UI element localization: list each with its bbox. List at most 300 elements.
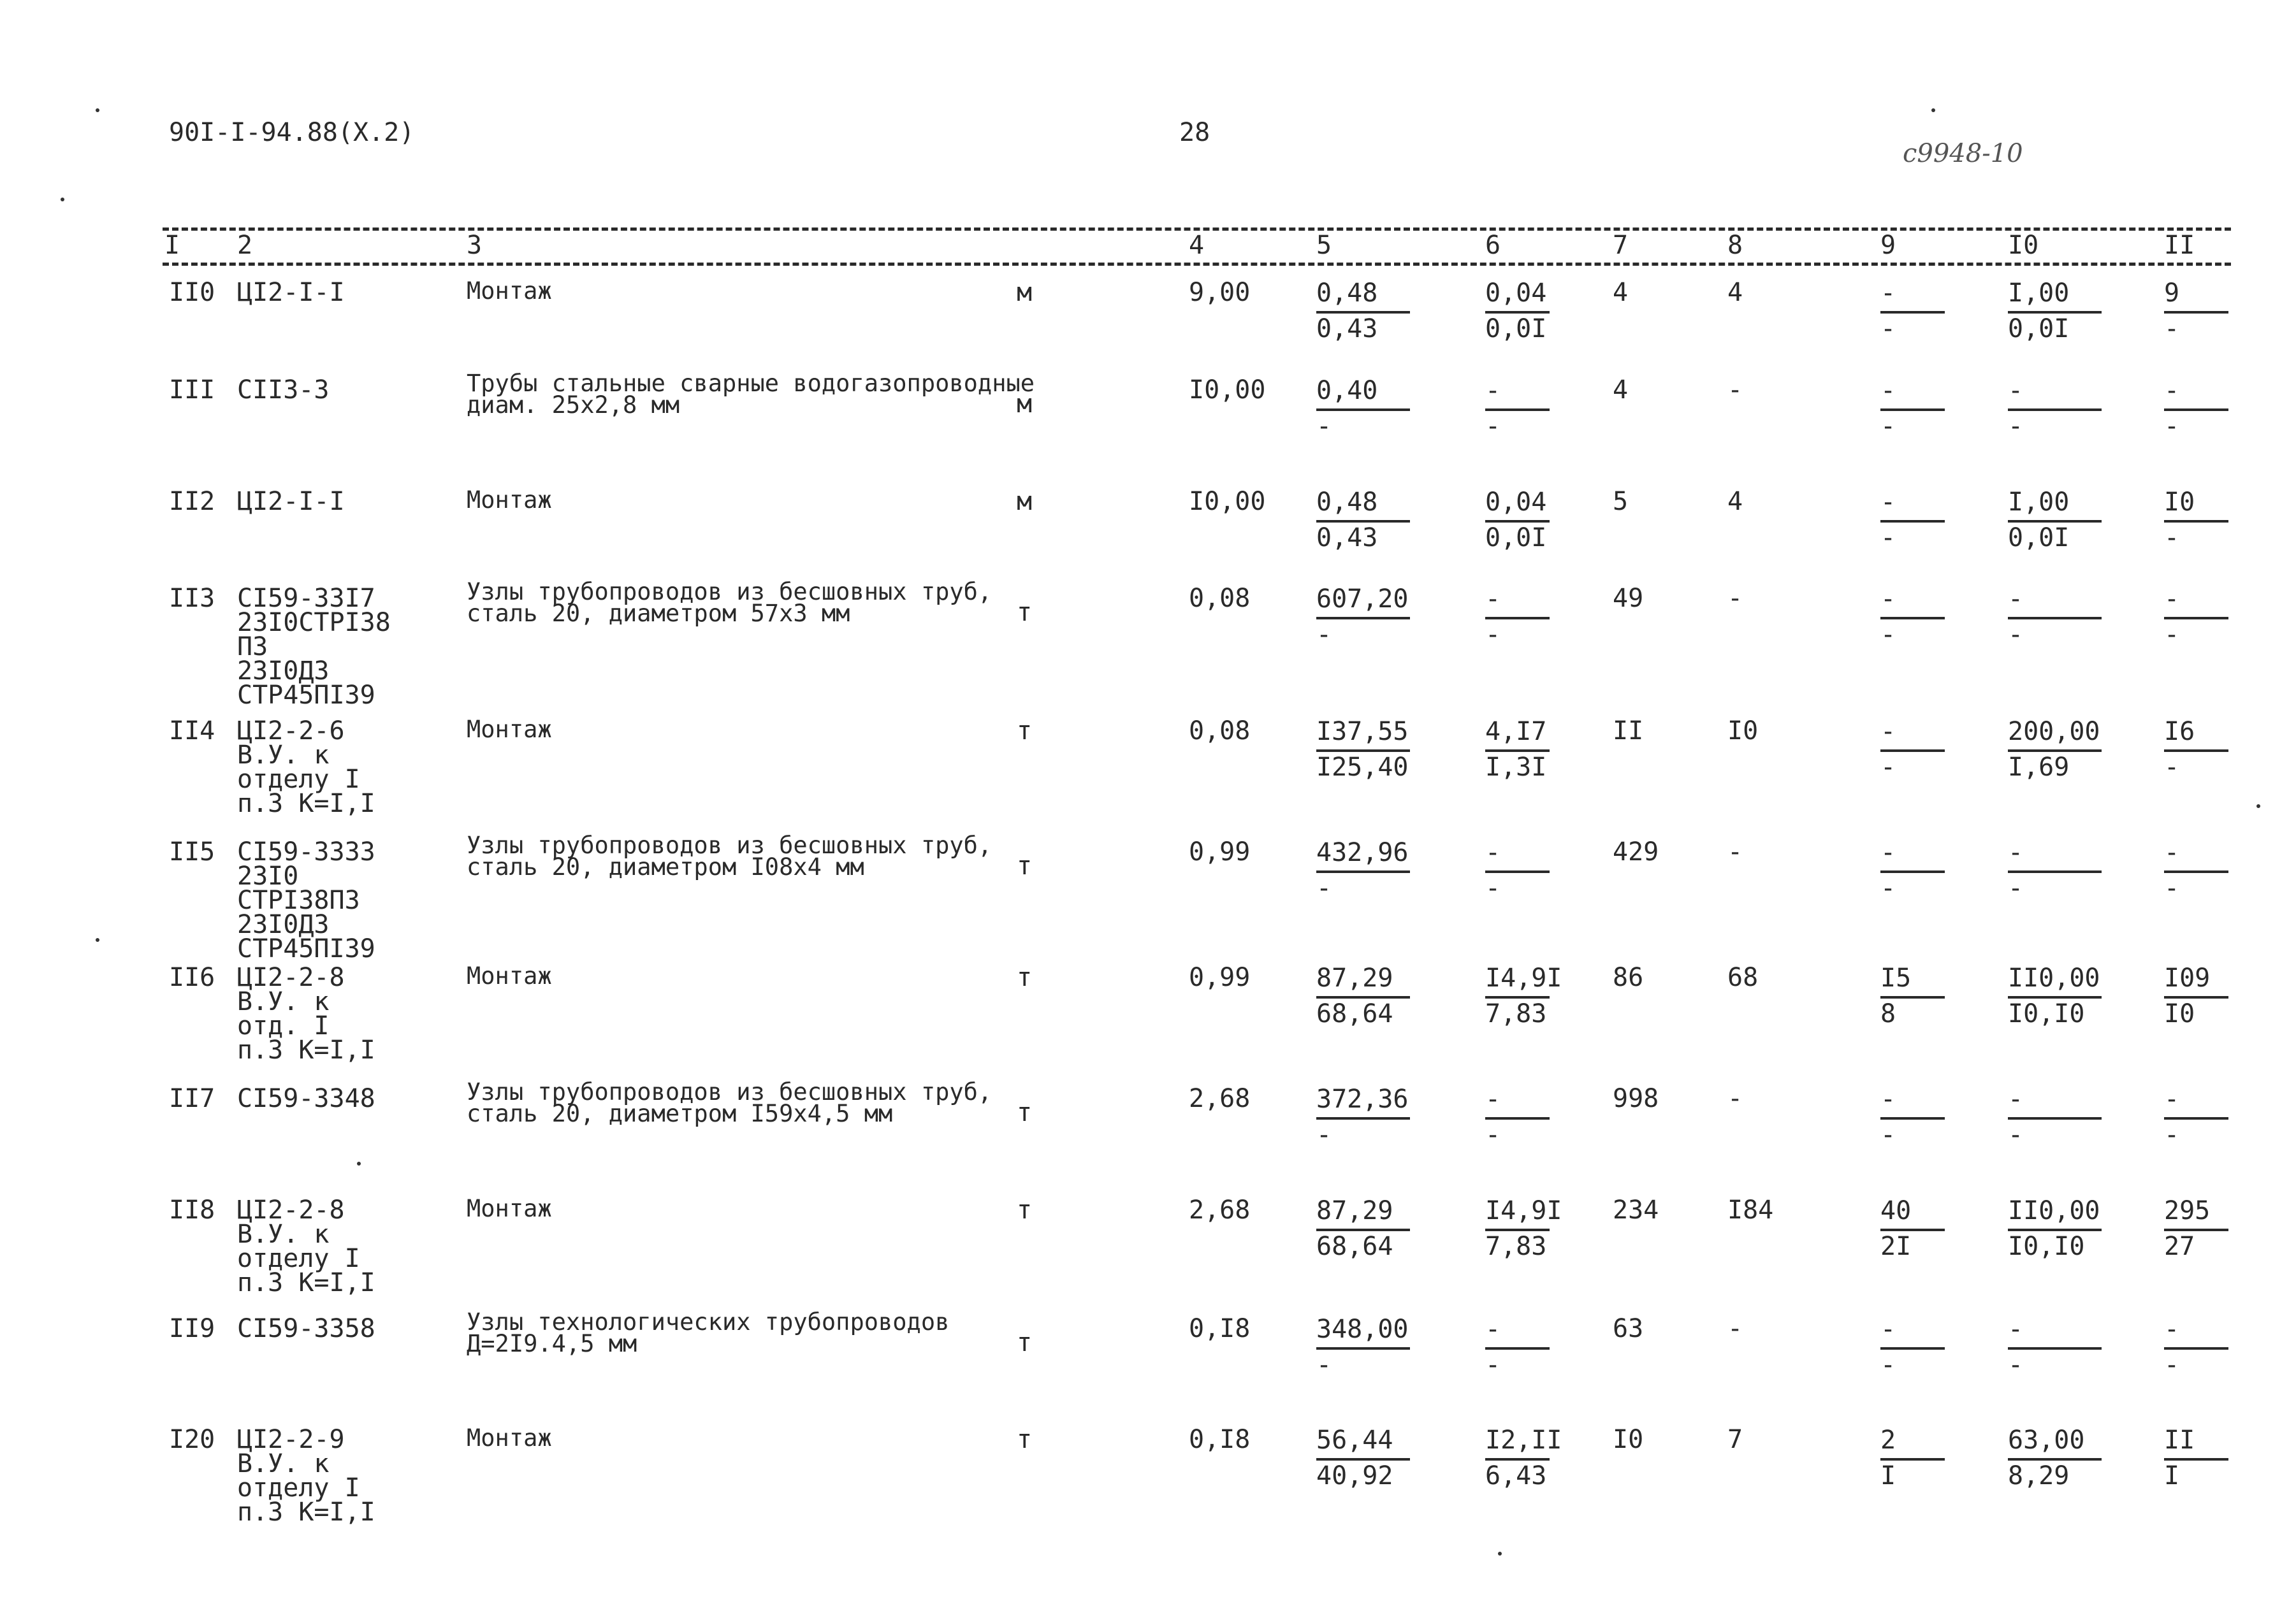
document-code: 90I-I-94.88(X.2) (169, 118, 415, 147)
row-description: Узлы трубопроводов из бесшовных труб, сталь 20, диаметром I08х4 мм (467, 832, 992, 881)
cell-col9-denominator: 8 (1880, 999, 1896, 1029)
column-header: II (2164, 231, 2195, 260)
cell-col5 (1316, 280, 1418, 343)
row-description: Монтаж (467, 716, 552, 743)
cell-col10 (2008, 965, 2110, 1028)
row-code: СII3-3 (237, 375, 330, 405)
cell-col8: 68 (1727, 963, 1759, 992)
cell-col10 (2008, 378, 2110, 440)
cell-col9-denominator: - (1880, 620, 1896, 649)
cell-col10-denominator: - (2008, 1350, 2024, 1380)
cell-col10 (2008, 586, 2110, 649)
cell-col6-fraction-bar (1485, 749, 1550, 752)
cell-col11-numerator: - (2164, 1315, 2180, 1344)
scan-speck (61, 198, 64, 201)
cell-col6-numerator: - (1485, 376, 1501, 405)
cell-col6 (1485, 586, 1555, 649)
cell-col6-fraction-bar (1485, 408, 1550, 411)
cell-col5-fraction-bar (1316, 1347, 1410, 1350)
row-number: II8 (169, 1195, 215, 1225)
cell-col9-fraction-bar (1880, 1347, 1945, 1350)
row-description: Узлы трубопроводов из бесшовных труб, сталь 20, диаметром 57х3 мм (467, 578, 992, 627)
cell-col5-fraction-bar (1316, 996, 1410, 999)
cell-col9 (1880, 1087, 1951, 1149)
cell-col5-denominator: - (1316, 620, 1332, 649)
column-header: 9 (1880, 231, 1896, 260)
cell-col5-numerator: 372,36 (1316, 1085, 1409, 1114)
cell-col11 (2164, 840, 2234, 902)
cell-col10-fraction-bar (2008, 408, 2102, 411)
cell-col8: I84 (1727, 1195, 1774, 1225)
column-header: I0 (2008, 231, 2039, 260)
cell-col10-denominator: 0,0I (2008, 314, 2070, 343)
cell-col6 (1485, 840, 1555, 902)
cell-col10-fraction-bar (2008, 311, 2102, 314)
column-header: 6 (1485, 231, 1501, 260)
cell-col6-numerator: - (1485, 1085, 1501, 1114)
row-quantity: I0,00 (1189, 487, 1266, 516)
row-description: Узлы трубопроводов из бесшовных труб, сталь 20, диаметром I59х4,5 мм (467, 1078, 992, 1127)
column-header: 3 (467, 231, 483, 260)
cell-col10-fraction-bar (2008, 520, 2102, 523)
cell-col10 (2008, 489, 2110, 552)
cell-col11-fraction-bar (2164, 1458, 2228, 1461)
cell-col9-fraction-bar (1880, 749, 1945, 752)
row-unit: т (1017, 716, 1033, 746)
row-description: Монтаж (467, 277, 552, 305)
cell-col10-numerator: II0,00 (2008, 1196, 2100, 1225)
cell-col11-fraction-bar (2164, 520, 2228, 523)
cell-col10-denominator: I,69 (2008, 753, 2070, 782)
cell-col8: - (1727, 375, 1743, 405)
cell-col9-numerator: I5 (1880, 964, 1912, 993)
cell-col9-numerator: - (1880, 584, 1896, 614)
cell-col10-denominator: - (2008, 874, 2024, 903)
cell-col5-numerator: 0,40 (1316, 376, 1378, 405)
cell-col11-denominator: - (2164, 753, 2180, 782)
row-unit: м (1017, 487, 1033, 516)
cell-col11 (2164, 1198, 2234, 1260)
cell-col11 (2164, 489, 2234, 552)
cell-col5-numerator: 0,48 (1316, 278, 1378, 308)
cell-col9 (1880, 965, 1951, 1028)
cell-col10-denominator: I0,I0 (2008, 999, 2085, 1029)
cell-col6-fraction-bar (1485, 1458, 1550, 1461)
cell-col5-denominator: 68,64 (1316, 999, 1393, 1029)
cell-col6-numerator: 4,I7 (1485, 717, 1547, 746)
row-description: Монтаж (467, 1195, 552, 1222)
cell-col8: 4 (1727, 487, 1743, 516)
cell-col7: 234 (1613, 1195, 1659, 1225)
cell-col5-denominator: 0,43 (1316, 314, 1378, 343)
cell-col9 (1880, 1317, 1951, 1379)
column-header: 4 (1189, 231, 1205, 260)
column-header: I (164, 231, 180, 260)
cell-col10 (2008, 1427, 2110, 1490)
row-quantity: 2,68 (1189, 1084, 1251, 1113)
column-header: 2 (237, 231, 253, 260)
cell-col9 (1880, 719, 1951, 781)
cell-col9 (1880, 840, 1951, 902)
cell-col11-numerator: I09 (2164, 964, 2211, 993)
cell-col5-fraction-bar (1316, 408, 1410, 411)
cell-col11 (2164, 1317, 2234, 1379)
row-quantity: 0,99 (1189, 837, 1251, 867)
cell-col6 (1485, 964, 1562, 1029)
row-number: II2 (169, 487, 215, 516)
cell-col6-denominator: - (1485, 1350, 1501, 1380)
cell-col7: 4 (1613, 278, 1629, 307)
row-code: СI59-3333 23I0 СТРI38П3 23I0ДЗ СТР45ПI39 (237, 837, 375, 964)
cell-col6 (1485, 1426, 1562, 1491)
cell-col9-numerator: - (1880, 376, 1896, 405)
cell-col11-fraction-bar (2164, 996, 2228, 999)
row-code: СI59-3358 (237, 1314, 375, 1343)
cell-col10-denominator: - (2008, 620, 2024, 649)
cell-col6-fraction-bar (1485, 520, 1550, 523)
cell-col5-denominator: - (1316, 1120, 1332, 1150)
cell-col11-denominator: I (2164, 1461, 2180, 1491)
row-description: Трубы стальные сварные водогазопроводные диам. 25х2,8 мм (467, 370, 1035, 419)
cell-col10-fraction-bar (2008, 1229, 2102, 1231)
row-quantity: 0,08 (1189, 584, 1251, 613)
cell-col6-fraction-bar (1485, 870, 1550, 873)
cell-col6-fraction-bar (1485, 1347, 1550, 1350)
cell-col5 (1316, 1198, 1418, 1260)
cell-col7: 49 (1613, 584, 1644, 613)
cell-col9-denominator: - (1880, 874, 1896, 903)
cell-col5-fraction-bar (1316, 1458, 1410, 1461)
column-header: 8 (1727, 231, 1743, 260)
cell-col6-numerator: - (1485, 838, 1501, 867)
cell-col9-numerator: - (1880, 1085, 1896, 1114)
cell-col5-denominator: - (1316, 412, 1332, 441)
cell-col6-fraction-bar (1485, 311, 1550, 314)
row-code: ЦI2-2-8 В.У. к отделу I п.3 К=I,I (237, 1195, 375, 1297)
cell-col10 (2008, 719, 2110, 781)
row-number: II6 (169, 963, 215, 992)
cell-col10-denominator: - (2008, 1120, 2024, 1150)
page-number: 28 (1179, 118, 1210, 147)
row-code: ЦI2-2-9 В.У. к отделу I п.3 К=I,I (237, 1425, 375, 1527)
cell-col9-numerator: 40 (1880, 1196, 1912, 1225)
cell-col6-numerator: 0,04 (1485, 278, 1547, 308)
cell-col11 (2164, 1087, 2234, 1149)
cell-col9 (1880, 280, 1951, 343)
cell-col7: 86 (1613, 963, 1644, 992)
cell-col11 (2164, 719, 2234, 781)
cell-col7: 5 (1613, 487, 1629, 516)
cell-col11-fraction-bar (2164, 617, 2228, 619)
cell-col5 (1316, 1087, 1418, 1149)
cell-col7: II (1613, 716, 1644, 746)
cell-col11-numerator: - (2164, 838, 2180, 867)
cell-col5-denominator: - (1316, 874, 1332, 903)
cell-col11-denominator: - (2164, 412, 2180, 441)
cell-col9-denominator: - (1880, 523, 1896, 553)
cell-col11 (2164, 378, 2234, 440)
cell-col8: - (1727, 837, 1743, 867)
cell-col9-fraction-bar (1880, 1458, 1945, 1461)
cell-col10-fraction-bar (2008, 870, 2102, 873)
cell-col10-numerator: - (2008, 1315, 2024, 1344)
cell-col6-denominator: - (1485, 1120, 1501, 1150)
row-quantity: 0,99 (1189, 963, 1251, 992)
cell-col5 (1316, 489, 1418, 552)
cell-col7: 63 (1613, 1314, 1644, 1343)
cell-col9-denominator: I (1880, 1461, 1896, 1491)
scan-speck (357, 1162, 361, 1166)
cell-col11-numerator: 295 (2164, 1196, 2211, 1225)
cell-col9-denominator: - (1880, 412, 1896, 441)
cell-col10-denominator: 8,29 (2008, 1461, 2070, 1491)
row-unit: т (1017, 851, 1033, 881)
cell-col5-denominator: I25,40 (1316, 753, 1409, 782)
cell-col5-fraction-bar (1316, 1117, 1410, 1120)
cell-col11-denominator: - (2164, 1350, 2180, 1380)
cell-col9-fraction-bar (1880, 617, 1945, 619)
row-code: ЦI2-2-8 В.У. к отд. I п.3 К=I,I (237, 963, 375, 1065)
cell-col9-numerator: - (1880, 1315, 1896, 1344)
cell-col6 (1485, 489, 1555, 552)
cell-col10-numerator: - (2008, 838, 2024, 867)
cell-col10-fraction-bar (2008, 617, 2102, 619)
cell-col5-fraction-bar (1316, 870, 1410, 873)
row-unit: м (1017, 278, 1033, 307)
row-description: Монтаж (467, 1424, 552, 1452)
cell-col10-numerator: 63,00 (2008, 1426, 2085, 1455)
cell-col5-denominator: 40,92 (1316, 1461, 1393, 1491)
cell-col10-numerator: 200,00 (2008, 717, 2100, 746)
cell-col6-numerator: I4,9I (1485, 964, 1562, 993)
row-unit: м (1017, 389, 1033, 419)
row-number: I20 (169, 1425, 215, 1454)
cell-col11-fraction-bar (2164, 1229, 2228, 1231)
cell-col6-denominator: I,3I (1485, 753, 1547, 782)
scan-speck (96, 108, 99, 112)
cell-col9-fraction-bar (1880, 408, 1945, 411)
cell-col5 (1316, 378, 1418, 440)
cell-col9-fraction-bar (1880, 1117, 1945, 1120)
cell-col5-fraction-bar (1316, 520, 1410, 523)
cell-col6-numerator: 0,04 (1485, 488, 1547, 517)
cell-col9 (1880, 586, 1951, 649)
cell-col9-denominator: - (1880, 1350, 1896, 1380)
row-quantity: 2,68 (1189, 1195, 1251, 1225)
cell-col11-denominator: - (2164, 1120, 2180, 1150)
cell-col10-numerator: - (2008, 584, 2024, 614)
cell-col11-denominator: - (2164, 523, 2180, 553)
row-quantity: 0,08 (1189, 716, 1251, 746)
cell-col9-denominator: - (1880, 753, 1896, 782)
cell-col6 (1485, 378, 1555, 440)
cell-col10 (2008, 1198, 2110, 1260)
cell-col10-numerator: I,00 (2008, 488, 2070, 517)
cell-col6-denominator: - (1485, 620, 1501, 649)
cell-col11 (2164, 586, 2234, 649)
cell-col5-numerator: 348,00 (1316, 1315, 1409, 1344)
row-number: II3 (169, 584, 215, 613)
cell-col9-fraction-bar (1880, 1229, 1945, 1231)
row-number: II9 (169, 1314, 215, 1343)
cell-col10-fraction-bar (2008, 749, 2102, 752)
cell-col6-denominator: - (1485, 874, 1501, 903)
cell-col11-fraction-bar (2164, 408, 2228, 411)
cell-col11-numerator: 9 (2164, 278, 2180, 308)
cell-col11-fraction-bar (2164, 870, 2228, 873)
cell-col9-numerator: - (1880, 278, 1896, 308)
cell-col9-fraction-bar (1880, 870, 1945, 873)
cell-col9 (1880, 378, 1951, 440)
cell-col6-denominator: 6,43 (1485, 1461, 1547, 1491)
cell-col6 (1485, 1317, 1555, 1379)
cell-col7: 998 (1613, 1084, 1659, 1113)
cell-col10 (2008, 840, 2110, 902)
cell-col5-numerator: 56,44 (1316, 1426, 1393, 1455)
cell-col9-denominator: - (1880, 1120, 1896, 1150)
cell-col6 (1485, 719, 1555, 781)
cell-col9-fraction-bar (1880, 520, 1945, 523)
scan-speck (1498, 1552, 1502, 1556)
cell-col6-numerator: I2,II (1485, 1426, 1562, 1455)
row-description: Монтаж (467, 486, 552, 514)
cell-col11-numerator: - (2164, 376, 2180, 405)
cell-col5 (1316, 1427, 1418, 1490)
cell-col8: I0 (1727, 716, 1759, 746)
cell-col10 (2008, 280, 2110, 343)
cell-col11 (2164, 965, 2234, 1028)
cell-col10-denominator: - (2008, 412, 2024, 441)
cell-col11-fraction-bar (2164, 311, 2228, 314)
row-code: ЦI2-I-I (237, 487, 345, 516)
row-unit: т (1017, 1425, 1033, 1454)
cell-col9-numerator: - (1880, 488, 1896, 517)
cell-col11-denominator: 27 (2164, 1232, 2195, 1261)
header-bottom-rule (163, 263, 2231, 266)
cell-col5-numerator: 0,48 (1316, 488, 1378, 517)
handwritten-note: с9948-10 (1903, 139, 2023, 168)
row-number: III (169, 375, 215, 405)
cell-col5 (1316, 965, 1418, 1028)
cell-col5-denominator: - (1316, 1350, 1332, 1380)
cell-col5-numerator: 87,29 (1316, 964, 1393, 993)
row-code: ЦI2-I-I (237, 278, 345, 307)
cell-col8: 7 (1727, 1425, 1743, 1454)
cell-col5 (1316, 1317, 1418, 1379)
cell-col5-fraction-bar (1316, 1229, 1410, 1231)
cell-col8: 4 (1727, 278, 1743, 307)
cell-col10 (2008, 1087, 2110, 1149)
cell-col5-numerator: 607,20 (1316, 584, 1409, 614)
cell-col11-denominator: - (2164, 314, 2180, 343)
cell-col10-numerator: - (2008, 1085, 2024, 1114)
cell-col11-denominator: - (2164, 874, 2180, 903)
cell-col6-numerator: - (1485, 1315, 1501, 1344)
scan-speck (1931, 108, 1935, 112)
cell-col11-numerator: - (2164, 584, 2180, 614)
cell-col9 (1880, 489, 1951, 552)
cell-col11-denominator: I0 (2164, 999, 2195, 1029)
cell-col11-fraction-bar (2164, 1117, 2228, 1120)
cell-col9-numerator: - (1880, 717, 1896, 746)
scan-speck (2256, 804, 2260, 808)
row-quantity: 0,I8 (1189, 1314, 1251, 1343)
row-unit: т (1017, 1098, 1033, 1127)
cell-col8: - (1727, 1314, 1743, 1343)
cell-col11-fraction-bar (2164, 1347, 2228, 1350)
cell-col5-fraction-bar (1316, 617, 1410, 619)
cell-col6 (1485, 280, 1555, 343)
cell-col5 (1316, 840, 1418, 902)
cell-col10-fraction-bar (2008, 1347, 2102, 1350)
cell-col6-denominator: 7,83 (1485, 1232, 1547, 1261)
cell-col6-denominator: 7,83 (1485, 999, 1547, 1029)
row-description: Монтаж (467, 962, 552, 990)
row-unit: т (1017, 1195, 1033, 1225)
row-number: II0 (169, 278, 215, 307)
cell-col6-denominator: 0,0I (1485, 314, 1547, 343)
cell-col5-numerator: I37,55 (1316, 717, 1409, 746)
cell-col6-fraction-bar (1485, 617, 1550, 619)
cell-col5 (1316, 586, 1418, 649)
cell-col10-denominator: 0,0I (2008, 523, 2070, 553)
cell-col9-denominator: 2I (1880, 1232, 1912, 1261)
cell-col7: I0 (1613, 1425, 1644, 1454)
cell-col9 (1880, 1427, 1951, 1490)
cell-col10-numerator: - (2008, 376, 2024, 405)
cell-col6 (1485, 1196, 1562, 1261)
cell-col5-numerator: 87,29 (1316, 1196, 1393, 1225)
row-unit: т (1017, 963, 1033, 992)
cell-col9-fraction-bar (1880, 311, 1945, 314)
cell-col5-numerator: 432,96 (1316, 838, 1409, 867)
scan-speck (96, 938, 99, 942)
row-quantity: I0,00 (1189, 375, 1266, 405)
cell-col6-numerator: - (1485, 584, 1501, 614)
cell-col6-fraction-bar (1485, 1229, 1550, 1231)
cell-col6-numerator: I4,9I (1485, 1196, 1562, 1225)
cell-col10 (2008, 1317, 2110, 1379)
cell-col7: 429 (1613, 837, 1659, 867)
column-header: 5 (1316, 231, 1332, 260)
cell-col11-numerator: I0 (2164, 488, 2195, 517)
row-quantity: 9,00 (1189, 278, 1251, 307)
cell-col7: 4 (1613, 375, 1629, 405)
cell-col11 (2164, 1427, 2234, 1490)
cell-col10-denominator: I0,I0 (2008, 1232, 2085, 1261)
cell-col10-fraction-bar (2008, 1458, 2102, 1461)
cell-col9 (1880, 1198, 1951, 1260)
cell-col11-numerator: II (2164, 1426, 2195, 1455)
cell-col5-denominator: 0,43 (1316, 523, 1378, 553)
cell-col8: - (1727, 584, 1743, 613)
row-unit: т (1017, 1328, 1033, 1357)
cell-col5-denominator: 68,64 (1316, 1232, 1393, 1261)
cell-col5-fraction-bar (1316, 311, 1410, 314)
cell-col11-denominator: - (2164, 620, 2180, 649)
cell-col10-numerator: I,00 (2008, 278, 2070, 308)
row-quantity: 0,I8 (1189, 1425, 1251, 1454)
cell-col10-fraction-bar (2008, 1117, 2102, 1120)
row-number: II5 (169, 837, 215, 867)
cell-col11-numerator: - (2164, 1085, 2180, 1114)
column-header: 7 (1613, 231, 1629, 260)
row-code: СI59-33I7 23I0СТРI38 П3 23I0ДЗ СТР45ПI39 (237, 584, 391, 710)
cell-col9-fraction-bar (1880, 996, 1945, 999)
row-number: II7 (169, 1084, 215, 1113)
cell-col11 (2164, 280, 2234, 343)
cell-col6 (1485, 1087, 1555, 1149)
